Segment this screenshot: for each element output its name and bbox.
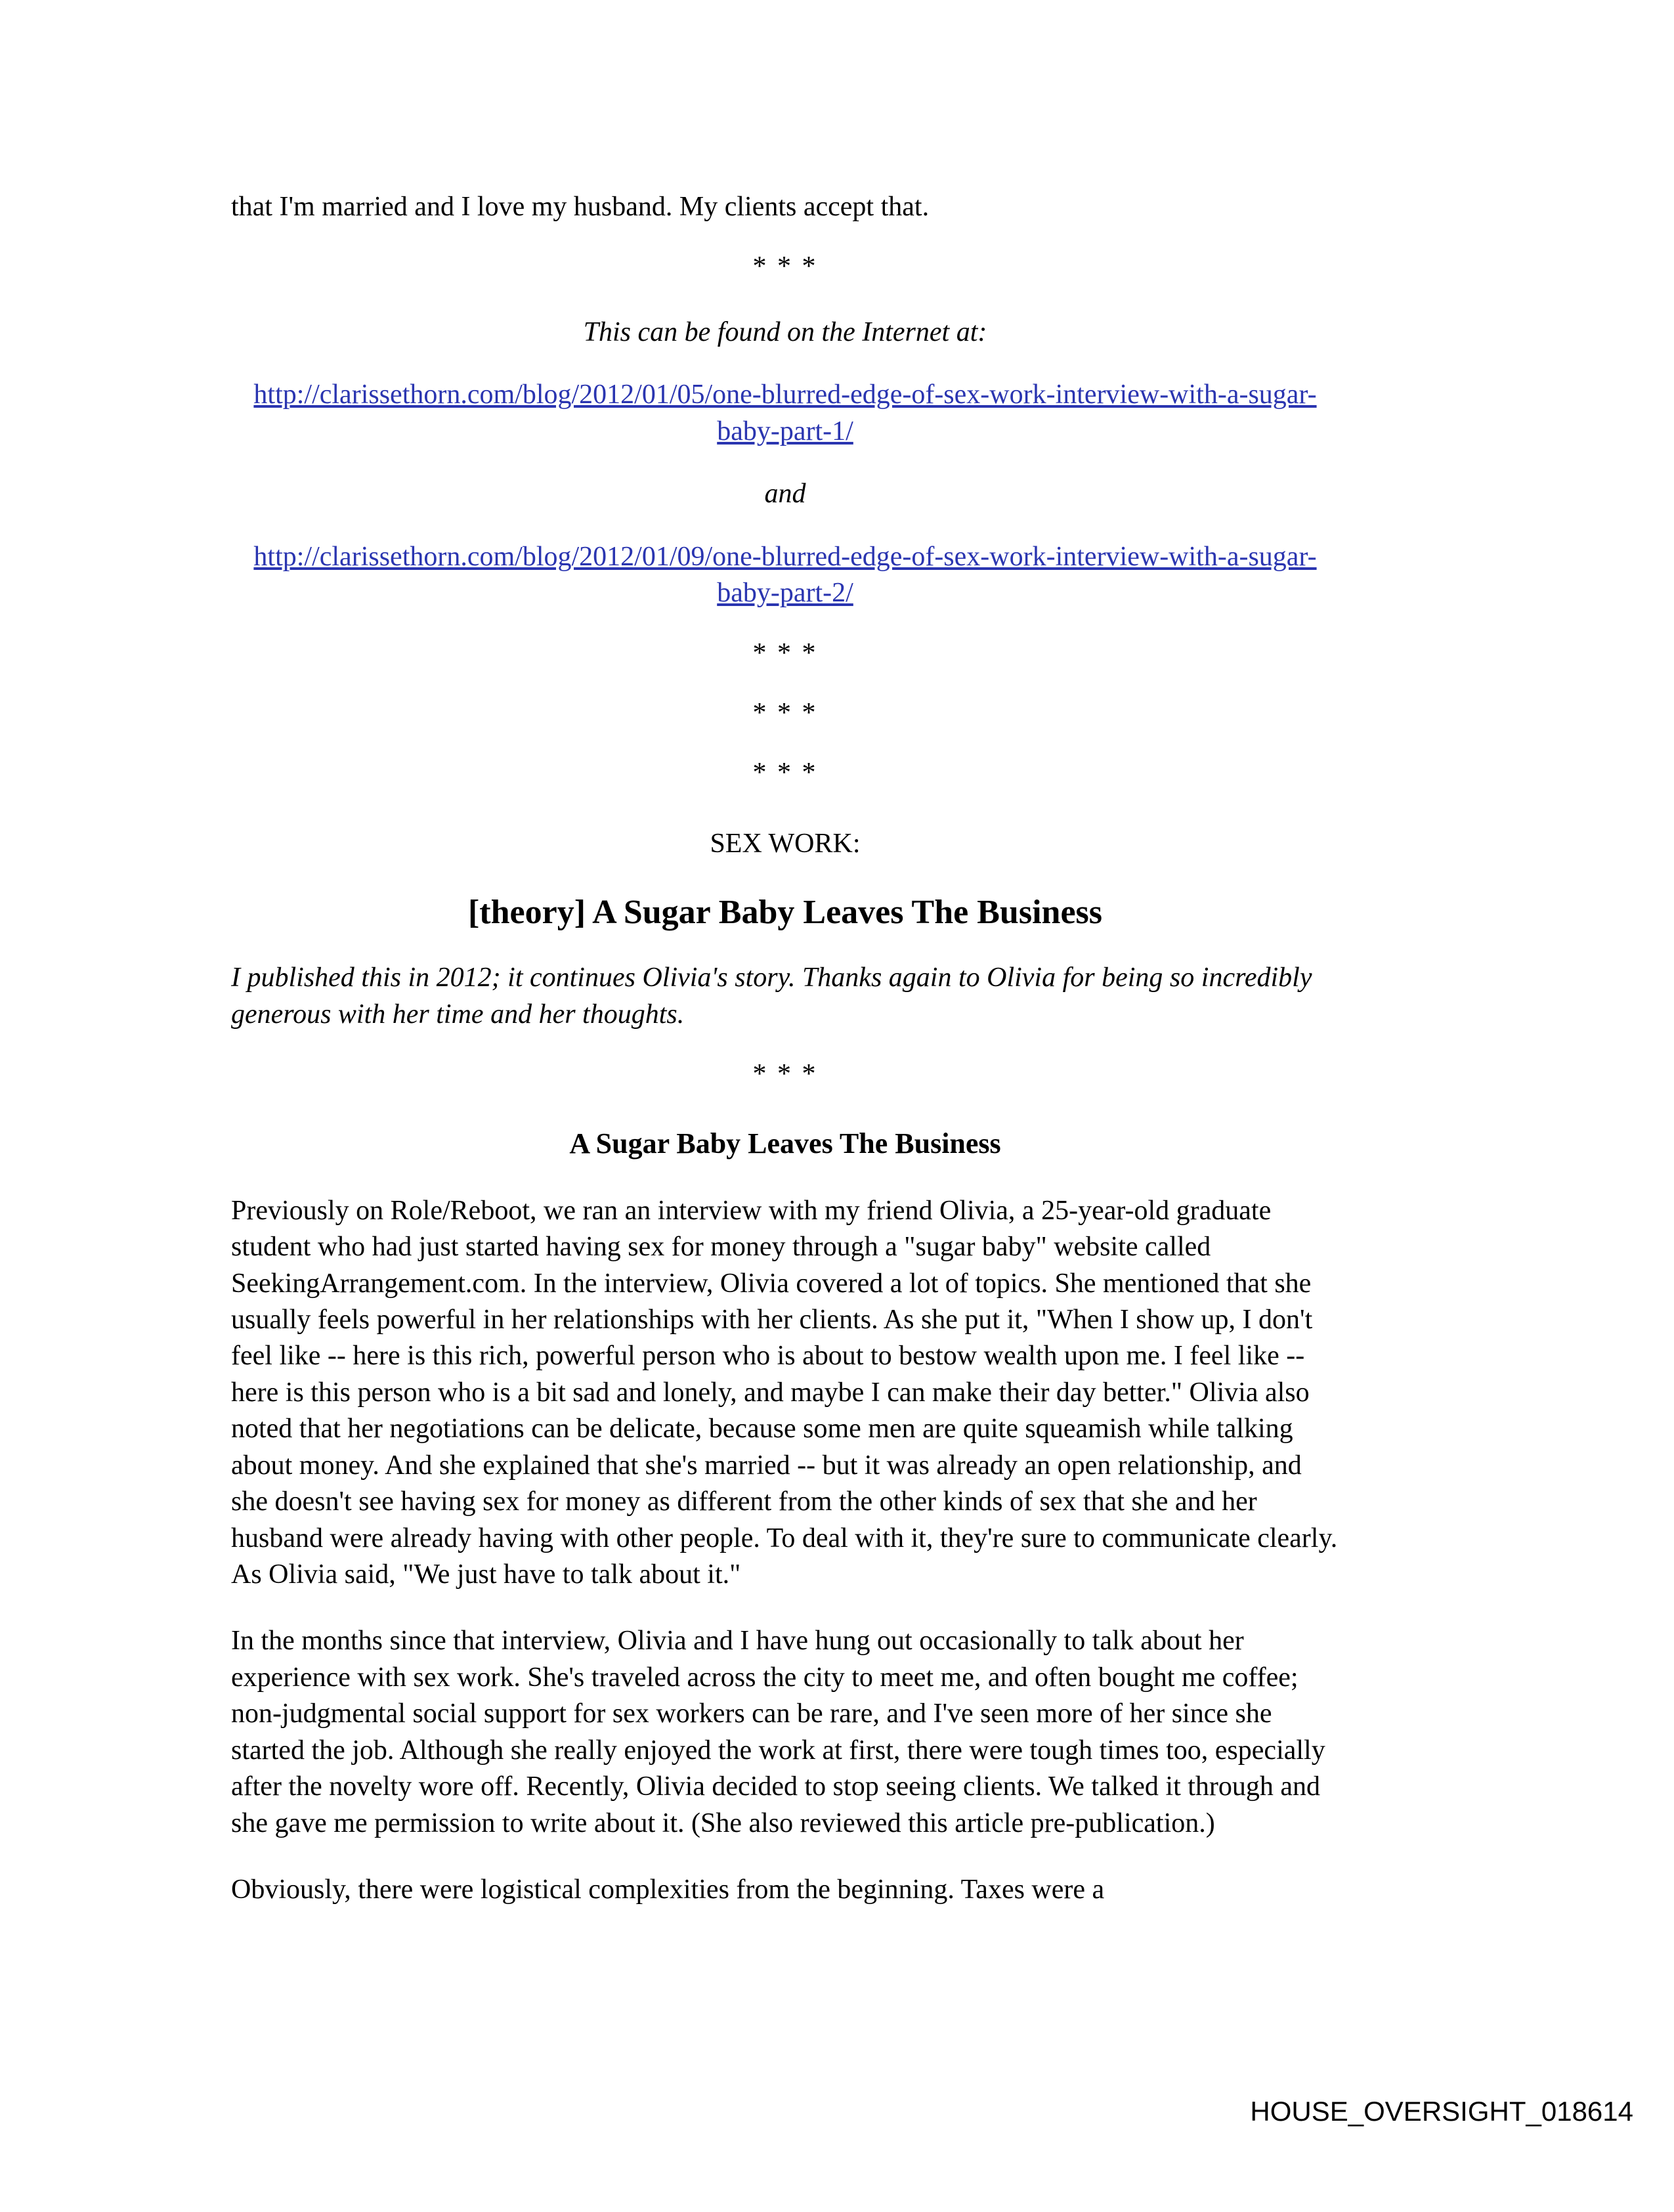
link-conjunction: and xyxy=(764,479,806,510)
section-separator: * * * xyxy=(752,697,818,728)
section-separator: * * * xyxy=(752,758,818,789)
section-separator: * * * xyxy=(752,251,818,282)
section-label: SEX WORK: xyxy=(710,828,861,859)
section-separator: * * * xyxy=(752,638,818,668)
blog-link-part-2[interactable]: http://clarissethorn.com/blog/2012/01/09/one-blurred-edge-of-sex-work-interview-with-a-sugar-baby-part-2/ xyxy=(253,541,1317,609)
bates-number: HOUSE_OVERSIGHT_018614 xyxy=(1250,2096,1633,2127)
body-paragraph: Previously on Role/Reboot, we ran an interview with my friend Olivia, a 25-year-old graduate student who had just started having sex for money through a "sugar baby" website called SeekingArrangement.com. In the interview, Olivia covered a lot of topics. She mentioned that she usually feels powerful in her relationships with her clients. As she put it, "When I show up, I don't feel like -- here is this rich, powerful person who is about to bestow wealth upon me. I feel like -- here is this person who is a bit sad and lonely, and maybe I can make their day better." Olivia also noted that her negotiations can be delicate, because some men are quite squeamish while talking about money. And she explained that she's married -- but it was already an open relationship, and she doesn't see having sex for money as different from the other kinds of sex that she and her husband were already having with other people. To deal with it, they're sure to communicate clearly. As Olivia said, "We just have to talk about it." xyxy=(231,1195,1338,1590)
body-paragraph: Obviously, there were logistical complexities from the beginning. Taxes were a xyxy=(231,1875,1105,1905)
section-separator: * * * xyxy=(752,1059,818,1090)
body-paragraph: In the months since that interview, Olivia and I have hung out occasionally to talk about her experience with sex work. She's traveled across the city to meet me, and often bought me coffee; non-judgmental social support for sex workers can be rare, and I've seen more of her since she started the job. Although she really enjoyed the work at first, there were tough times too, especially after the novelty wore off. Recently, Olivia decided to stop seeing clients. We talked it through and she gave me permission to write about it. (She also reviewed this article pre-publication.) xyxy=(231,1626,1325,1838)
page-content xyxy=(231,189,1339,1909)
intro-line: that I'm married and I love my husband. My clients accept that. xyxy=(231,192,930,222)
blog-link-part-1[interactable]: http://clarissethorn.com/blog/2012/01/05/one-blurred-edge-of-sex-work-interview-with-a-sugar-baby-part-1/ xyxy=(253,380,1317,446)
article-title: A Sugar Baby Leaves The Business xyxy=(569,1127,1001,1160)
chapter-title: [theory] A Sugar Baby Leaves The Business xyxy=(467,894,1102,932)
internet-note-label: This can be found on the Internet at: xyxy=(583,316,987,347)
editor-note: I published this in 2012; it continues Olivia's story. Thanks again to Olivia for being so incredibly generous with her time and her thoughts. xyxy=(231,963,1312,1030)
